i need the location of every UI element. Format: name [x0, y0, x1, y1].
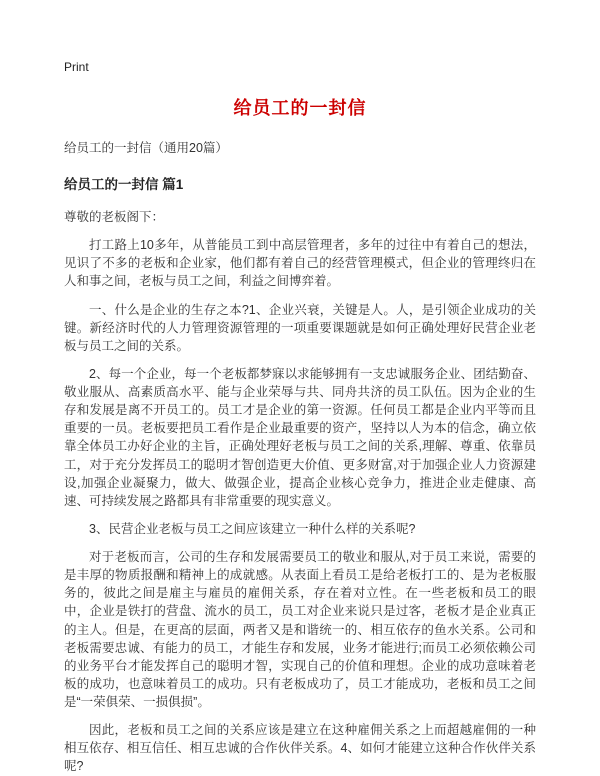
doc-subtitle: 给员工的一封信（通用20篇）	[64, 141, 228, 155]
paragraph: 因此，老板和员工之间的关系应该是建立在这种雇佣关系之上而超越雇佣的一种相互依存、相互信任、相互忠诚的合作伙伴关系。4、如何才能建立这种合作伙伴关系呢?	[64, 723, 536, 774]
print-link[interactable]: Print	[64, 60, 89, 74]
paragraph: 2、每一个企业，每一个老板都梦寐以求能够拥有一支忠诚服务企业、团结勤奋、敬业服从、高素质高水平、能与企业荣辱与共、同舟共济的员工队伍。因为企业的生存和发展是离不开员工的。员工才是企业的第一资源。任何员工都是企业内平等而且重要的一员。老板要把员工看作是企业最重要的资产，坚持以人为本的信念，确立依靠全体员工办好企业的主旨，正确处理好老板与员工之间的关系,理解、尊重、依靠员工，对于充分发挥员工的聪明才智创造更大价值、更多财富,对于加强企业人力资源建设,加强企业凝聚力，做大、做强企业，提高企业核心竞争力，推进企业走健康、高速、可持续发展之路都具有非常重要的现实意义。	[64, 366, 536, 508]
article-body	[64, 236, 536, 775]
page-title: 给员工的一封信	[233, 98, 367, 118]
paragraph: 3、民营企业老板与员工之间应该建立一种什么样的关系呢?	[89, 521, 416, 536]
paragraph: 一、什么是企业的生存之本?1、企业兴衰，关键是人。人，是引领企业成功的关键。新经济时代的人力管理资源管理的一项重要课题就是如何正确处理好民营企业老板与员工之间的关系。	[64, 302, 536, 353]
paragraph: 打工路上10多年，从普能员工到中高层管理者，多年的过往中有着自己的想法，见识了不多的老板和企业家，他们都有着自己的经营管理模式，但企业的管理终归在人和事之间，老板与员工之间，利益之间博弈着。	[64, 238, 536, 289]
section-heading: 给员工的一封信 篇1	[64, 177, 184, 192]
paragraph: 对于老板而言，公司的生存和发展需要员工的敬业和服从,对于员工来说，需要的是丰厚的物质报酬和精神上的成就感。从表面上看员工是给老板打工的、是为老板服务的，彼此之间是雇主与雇员的雇佣关系，存在着对立性。在一些老板和员工的眼中，企业是铁打的营盘、流水的员工，员工对企业来说只是过客，老板才是企业真正的主人。但是，在更高的层面，两者又是和谐统一的、相互依存的鱼水关系。公司和老板需要忠诚、有能力的员工，才能生存和发展，业务才能进行;而员工必须依赖公司的业务平台才能发挥自己的聪明才智，实现自己的价值和理想。企业的成功意味着老板的成功，也意味着员工的成功。只有老板成功了，员工才能成功，老板和员工之间是“一荣俱荣、一损俱损”。	[64, 550, 536, 709]
salutation: 尊敬的老板阁下：	[64, 210, 165, 224]
